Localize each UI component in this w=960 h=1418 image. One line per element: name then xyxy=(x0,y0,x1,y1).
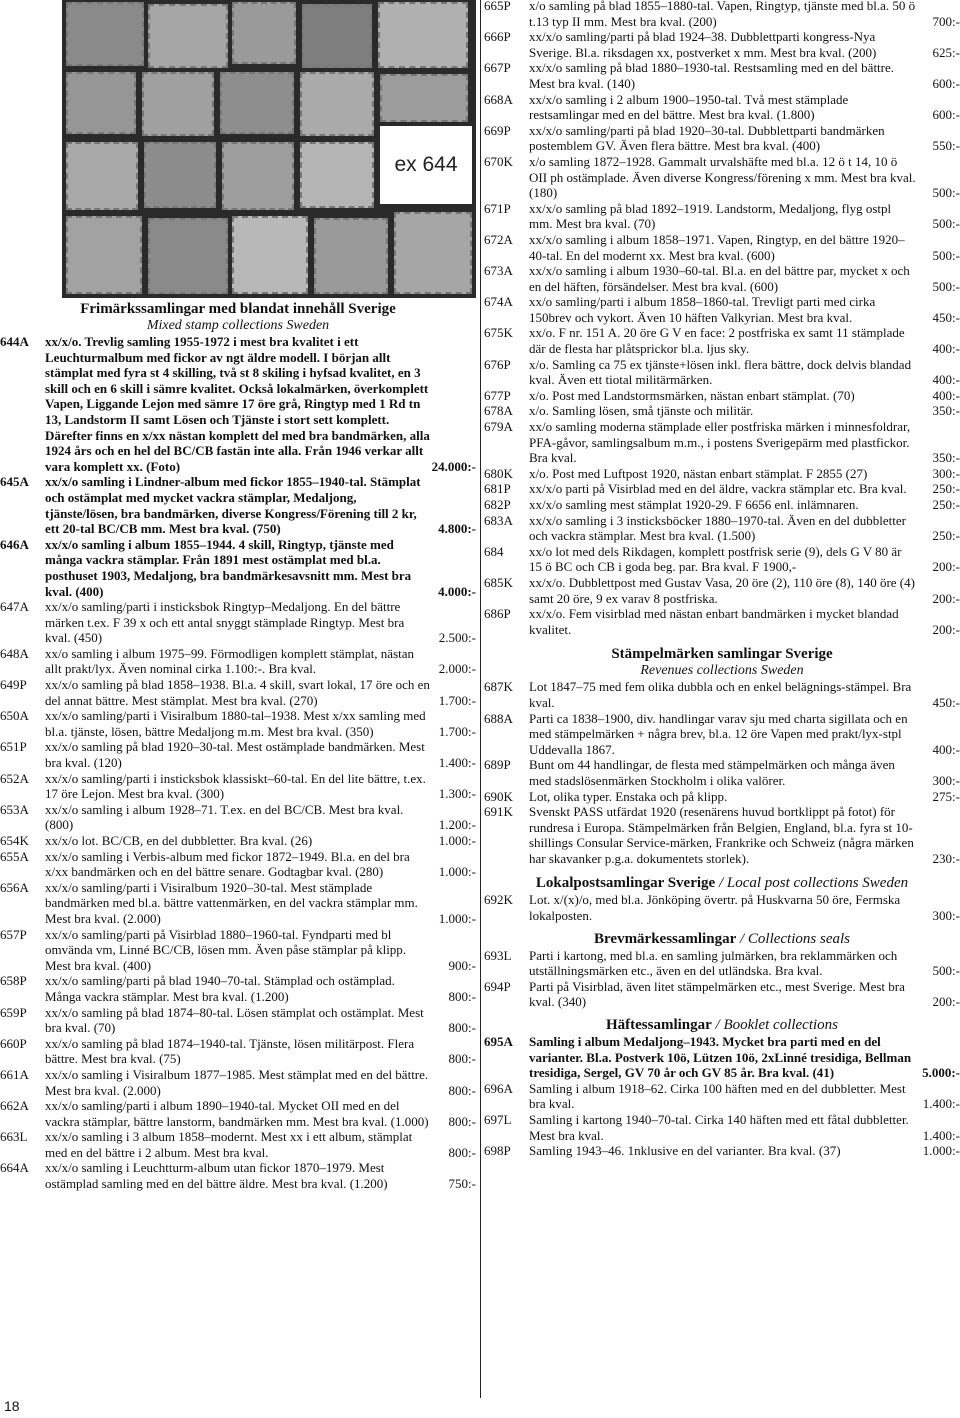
lot-description: xx/x/o samling på blad 1920–30-tal. Mest ostämplade bandmärken. Mest bra kval. (120) xyxy=(45,739,425,771)
lot-description: Lot, olika typer. Enstaka och på klipp. xyxy=(529,788,728,804)
lot-price: 5.000:- xyxy=(922,1065,960,1081)
lot-description: xx/x/o samling i Lindner-album med fickor 1855–1940-tal. Stämplat och ostämplat med mycket vackra stämplar, Medaljong, tjänste/lösen, bra bandmärken, diverse Kongress/Förening till 2 kr, ett 20-tal BC/CB mm. Mest bra kval. (750) xyxy=(45,474,421,537)
lot-description: Parti ca 1838–1900, div. handlingar varav sju med charta sigillata och en med stämpelmärken + några brev, bl.a. 12 öre Vapen med prakt/lyx-stpl Uddevalla 1867. xyxy=(529,710,908,757)
lot-price: 900:- xyxy=(448,957,476,973)
lot-price: 1.200:- xyxy=(438,817,476,833)
stamp-image xyxy=(142,72,214,136)
section-title-sv: Brevmärkessamlingar xyxy=(594,930,737,947)
lot-number: 690K xyxy=(484,788,513,804)
section-title xyxy=(484,1016,960,1034)
lot-entry xyxy=(484,403,960,419)
stamp-image xyxy=(232,216,308,294)
lot-number: 665P xyxy=(484,0,511,13)
lot-price: 350:- xyxy=(932,403,960,419)
stamp-image xyxy=(394,212,472,294)
lot-entry xyxy=(0,880,476,927)
lot-list xyxy=(484,948,960,1010)
stamp-image xyxy=(300,72,374,136)
lot-number: 681P xyxy=(484,481,511,497)
lot-price: 200:- xyxy=(932,559,960,575)
lot-description: xx/x/o samling i album 1928–71. T.ex. en del BC/CB. Mest bra kval. (800) xyxy=(45,801,404,833)
lot-description: xx/x/o samling/parti på blad 1924–38. Dubblettparti kongress-Nya Sverige. Bl.a. riksdagen xx, postverket x mm. Mest bra kval. (200) xyxy=(529,29,877,60)
lot-number: 675K xyxy=(484,325,513,341)
section-title xyxy=(484,930,960,948)
lot-description: x/o. Samling ca 75 ex tjänste+lösen inkl. flera bättre, dock delvis blandad kval. Även ett tiotal militärmärken. xyxy=(529,356,912,388)
lot-description: xx/x/o lot. BC/CB, en del dubbletter. Bra kval. (26) xyxy=(45,833,313,848)
lot-price: 400:- xyxy=(932,387,960,403)
lot-number: 670K xyxy=(484,153,513,169)
lot-description: xx/x/o samling/parti i Visiralbum 1920–30-tal. Mest stämplade bandmärken med bl.a. bättre vattenmärken, en del vackra stämplar mm. Mest bra kval. (2.000) xyxy=(45,879,418,926)
lot-entry xyxy=(0,599,476,646)
lot-number: 698P xyxy=(484,1143,511,1159)
lot-price: 500:- xyxy=(932,247,960,263)
lot-entry xyxy=(484,201,960,232)
section-title-en: Booklet collections xyxy=(723,1017,839,1034)
lot-number: 683A xyxy=(484,512,513,528)
lot-description: xx/x/o samling i Verbis-album med fickor 1872–1949. Bl.a. en del bra x/xx bandmärken och en del bättre senare. Godtagbar kval. (280) xyxy=(45,848,410,880)
lot-number: 679A xyxy=(484,419,513,435)
lot-number: 678A xyxy=(484,403,513,419)
section-subtitle: Mixed stamp collections Sweden xyxy=(146,318,330,333)
lot-entry xyxy=(484,29,960,60)
lot-description: xx/x/o samling i 3 album 1858–modernt. Mest xx i ett album, stämplat med en del bättre i 2 album. Mest bra kval. xyxy=(45,1129,413,1160)
photo-badge: ex 644 xyxy=(380,126,472,204)
lot-number: 674A xyxy=(484,294,513,310)
column-divider xyxy=(480,0,481,1398)
lot-entry xyxy=(484,294,960,325)
lot-description: x/o. Post med Landstormsmärken, nästan enbart stämplat. (70) xyxy=(529,387,855,403)
lot-price: 200:- xyxy=(932,994,960,1010)
lot-description: xx/x/o samling på blad 1874–1940-tal. Tjänste, lösen militärpost. Flera bättre. Mest bra kval. (75) xyxy=(45,1035,415,1067)
lot-description: xx/x/o samling/parti i album 1890–1940-tal. Mycket OII med en del vackra stämplar, bättre lanstorm, bandmärken mm. Mest bra kval. (1.000) xyxy=(45,1098,429,1129)
lot-number: 671P xyxy=(484,200,511,216)
lot-entry xyxy=(0,537,476,599)
lot-price: 1.300:- xyxy=(438,786,476,802)
lot-entry xyxy=(484,789,960,805)
lot-number: 677P xyxy=(484,387,511,403)
lot-description: xx/x/o. Fem visirblad med nästan enbart bandmärken i mycket blandad kvalitet. xyxy=(529,606,899,637)
lot-price: 800:- xyxy=(448,988,476,1004)
lot-price: 750:- xyxy=(448,1176,476,1192)
lot-number: 659P xyxy=(0,1004,27,1020)
stamp-collection-photo xyxy=(62,0,476,298)
lot-entry xyxy=(0,1160,476,1191)
lot-number: 697L xyxy=(484,1112,512,1127)
stamp-image xyxy=(66,2,144,66)
lot-description: xx/x/o samling/parti på blad 1940–70-tal. Stämplad och ostämplad. Många vackra stämplar. Mest bra kval. (1.200) xyxy=(45,973,395,1004)
lot-number: 695A xyxy=(484,1034,513,1050)
stamp-image xyxy=(66,142,138,210)
lot-price: 200:- xyxy=(932,621,960,637)
lot-number: 645A xyxy=(0,474,29,490)
lot-price: 300:- xyxy=(932,772,960,788)
lot-entry xyxy=(484,979,960,1010)
lot-description: Samling 1943–46. 1nklusive en del varianter. Bra kval. (37) xyxy=(529,1143,841,1159)
section-title-sep: / xyxy=(711,1017,724,1034)
lot-price: 800:- xyxy=(448,1051,476,1067)
lot-description: xx/x/o samling/parti på Visirblad 1880–1960-tal. Fyndparti med bl omvända vm, Linné BC/CB, lösen mm. Även påse stämplar på klipp. Mest bra kval. (400) xyxy=(45,926,407,973)
section-title-sv: Lokalpostsamlingar Sverige xyxy=(535,875,716,892)
lot-number: 684 xyxy=(484,543,504,559)
lot-price: 2.500:- xyxy=(438,630,476,646)
lot-entry xyxy=(484,1034,960,1081)
lot-price: 350:- xyxy=(932,450,960,466)
stamp-image xyxy=(66,216,142,294)
lot-description: xx/o lot med dels Rikdagen, komplett postfrisk serie (9), dels G V 80 är 15 ö BC och CB i goda beg. par. Bra kval. F 1900,- xyxy=(529,543,902,575)
lot-entry xyxy=(484,0,960,29)
lot-price: 800:- xyxy=(448,1113,476,1129)
lot-entry xyxy=(0,833,476,849)
lot-entry xyxy=(484,154,960,201)
lot-description: xx/o samling i album 1975–99. Förmodligen komplett stämplat, nästan allt prakt/lyx. Även nominal cirka 1.100:-. Bra kval. xyxy=(45,645,415,677)
lot-description: Samling i album 1918–62. Cirka 100 häften med en del dubbletter. Mest bra kval. xyxy=(529,1080,906,1112)
lot-entry xyxy=(0,1036,476,1067)
lot-price: 450:- xyxy=(932,309,960,325)
lot-entry xyxy=(0,474,476,536)
lot-list xyxy=(484,892,960,923)
stamp-image xyxy=(314,218,388,294)
lot-description: x/o. Samling lösen, små tjänste och militär. xyxy=(529,403,754,419)
lot-price: 500:- xyxy=(932,963,960,979)
lot-description: xx/x/o samling/parti på blad 1920–30-tal. Dubblettparti bandmärken postemblem GV. Även flera bättre. Mest bra kval. (400) xyxy=(529,122,885,154)
lot-number: 687K xyxy=(484,679,513,695)
section-title: Stämpelmärken samlingar Sverige xyxy=(611,646,833,663)
lot-price: 1.000:- xyxy=(438,910,476,926)
lot-number: 647A xyxy=(0,599,29,615)
lot-price: 500:- xyxy=(932,216,960,232)
lot-number: 660P xyxy=(0,1035,27,1051)
lot-number: 651P xyxy=(0,739,27,755)
lot-description: x/o samling på blad 1855–1880-tal. Vapen, Ringtyp, tjänste med bl.a. 50 ö t.13 typ II mm. Mest bra kval. (200) xyxy=(529,0,916,29)
lot-number: 664A xyxy=(0,1160,29,1176)
lot-number: 669P xyxy=(484,122,511,138)
lot-price: 4.000:- xyxy=(438,583,476,599)
lot-price: 1.400:- xyxy=(922,1096,960,1112)
lot-description: xx/x/o samling i 2 album 1900–1950-tal. Två mest stämplade restsamlingar med en del bättre. Mest bra kval. (1.800) xyxy=(529,91,849,123)
lot-list xyxy=(484,0,960,637)
lot-entry xyxy=(484,1143,960,1159)
lot-price: 250:- xyxy=(932,528,960,544)
lot-price: 200:- xyxy=(932,590,960,606)
lot-description: x/o. Post med Luftpost 1920, nästan enbart stämplat. F 2855 (27) xyxy=(529,465,868,481)
lot-description: xx/x/o samling i Leuchtturm-album utan fickor 1870–1979. Mest ostämplad samling med en del bättre äldre. Mest bra kval. (1.200) xyxy=(45,1160,388,1192)
lot-number: 654K xyxy=(0,833,29,848)
lot-number: 688A xyxy=(484,710,513,726)
lot-entry xyxy=(0,708,476,739)
lot-number: 656A xyxy=(0,879,29,895)
lot-price: 1.400:- xyxy=(438,755,476,771)
right-column xyxy=(484,0,960,1159)
lot-description: Lot. x/(x)/o, med bl.a. Jönköping övertr. på Huskvarna 50 öre, Fermska lokalposten. xyxy=(529,892,901,924)
lot-price: 24.000:- xyxy=(431,458,476,474)
lot-price: 250:- xyxy=(932,497,960,512)
lot-number: 649P xyxy=(0,677,27,693)
lot-description: xx/x/o. Trevlig samling 1955-1972 i mest bra kvalitet i ett Leuchturmalbum med fickor av ngt äldre modell. I början allt stämplat med fyra st 4 skilling, två st 8 skiling i hyfsad kvalitet, en 3 skill och en 6 skill i sämre kvalitet. Också lokalmärken, överkomplett Vapen, Liggande Lejon med sämre 17 öre grå, Ringtyp med 1 Rd tn 13, Landstorm II samt Lösen och Tjänste i stort sett komplett. Därefter finns en x/xx nästan komplett del med bra bandmärken, alla 1924 års och en hel del BC/CB fastän inte alla. Från 1946 verkar allt vara komplett xx. (Foto) xyxy=(45,334,430,474)
stamp-image xyxy=(222,142,294,210)
lot-number: 644A xyxy=(0,334,29,349)
lot-number: 662A xyxy=(0,1098,29,1114)
lot-price: 1.000:- xyxy=(438,864,476,880)
lot-price: 250:- xyxy=(932,481,960,497)
lot-entry xyxy=(484,711,960,758)
section-subtitle: Revenues collections Sweden xyxy=(640,663,804,679)
lot-price: 800:- xyxy=(448,1020,476,1036)
lot-description: xx/x/o samling i Visiralbum 1877–1985. Mest stämplat med en del bättre. Mest bra kval. (2.000) xyxy=(45,1066,429,1098)
lot-description: Lot 1847–75 med fem olika dubbla och en enkel belägnings-stämpel. Bra kval. xyxy=(529,679,912,710)
lot-price: 500:- xyxy=(932,185,960,201)
lot-description: xx/o samling/parti i album 1858–1860-tal. Trevligt parti med cirka 150brev och vykort. Även 10 häften Valkyrian. Mest bra kval. xyxy=(529,294,876,325)
lot-price: 800:- xyxy=(448,1144,476,1160)
lot-entry xyxy=(0,1098,476,1129)
lot-description: xx/x/o samling på blad 1874–80-tal. Lösen stämplat och ostämplat. Mest bra kval. (70) xyxy=(45,1004,424,1036)
lot-entry xyxy=(0,677,476,708)
lot-description: xx/x/o. Dubblettpost med Gustav Vasa, 20 öre (2), 110 öre (8), 140 öre (4) samt 20 öre, 9 ex varav 8 postfriska. xyxy=(529,574,915,606)
lot-number: 689P xyxy=(484,757,511,773)
lot-description: xx/x/o samling i album 1930–60-tal. Bl.a. en del bättre par, mycket x och en del häften, försändelser. Mest bra kval. (600) xyxy=(529,263,910,294)
lot-description: Samling i kartong 1940–70-tal. Cirka 140 häften med ett fåtal dubbletter. Mest bra kval. xyxy=(529,1112,909,1143)
section-title-sv: Häftessamlingar xyxy=(605,1017,712,1034)
lot-entry xyxy=(484,419,960,466)
lot-entry xyxy=(0,334,476,474)
stamp-image xyxy=(302,4,372,68)
lot-number: 680K xyxy=(484,465,513,481)
lot-list xyxy=(0,334,476,1192)
lot-description: x/o samling 1872–1928. Gammalt urvalshäfte med bl.a. 12 ö t 14, 10 ö OII ph ostämplade. Även diverse Kongress/förening x mm. Mest bra kval. (180) xyxy=(529,153,916,201)
lot-entry xyxy=(484,325,960,356)
lot-entry xyxy=(484,232,960,263)
lot-entry xyxy=(484,123,960,154)
lot-description: xx/x/o samling på blad 1858–1938. Bl.a. 4 skill, svart lokal, 17 öre och en del annat bättre. Mest stämplat. Mest bra kval. (270) xyxy=(45,677,430,708)
lot-number: 686P xyxy=(484,606,511,622)
lot-entry xyxy=(484,757,960,788)
lot-description: Svenskt PASS utfärdat 1920 (resenärens huvud bortklippt på fotot) för rundresa i Europa. Stämpelmärken från Belgien, England, bl.a. fyra st 10-shillings Consular Service-märken, Frankrike och Schweiz (några märken har skavanker p.g.a. dokumentets storlek). xyxy=(529,804,914,866)
lot-description: xx/o. F nr. 151 A. 20 öre G V en face: 2 postfriska ex samt 11 stämplade där de flesta har plåtsprickor bl.a. ljus sky. xyxy=(529,325,905,357)
lot-price: 400:- xyxy=(932,741,960,757)
lot-price: 1.700:- xyxy=(438,692,476,708)
lot-description: Samling i album Medaljong–1943. Mycket bra parti med en del varianter. Bl.a. Postverk 10ö, Lützen 10ö, 2xLinné tresidiga, Bellman tresidiga, Sergel, GV 70 år och GV 85 år. Bra kval. (41) xyxy=(529,1034,912,1081)
lot-price: 550:- xyxy=(932,138,960,154)
lot-price: 500:- xyxy=(932,278,960,294)
stamp-image xyxy=(232,2,296,64)
lot-description: xx/x/o samling på blad 1880–1930-tal. Restsamling med en del bättre. Mest bra kval. (140) xyxy=(529,60,895,91)
lot-price: 300:- xyxy=(932,465,960,481)
section-title-sep: / xyxy=(715,875,727,892)
lot-description: Parti i kartong, med bl.a. en samling julmärken, bra reklammärken och utställningsmärken etc., även en del utländska. Bra kval. xyxy=(529,947,898,979)
stamp-image xyxy=(300,142,374,208)
lot-number: 694P xyxy=(484,978,511,994)
lot-number: 657P xyxy=(0,926,27,942)
lot-number: 696A xyxy=(484,1080,513,1096)
stamp-image xyxy=(380,74,468,122)
lot-description: xx/x/o samling i album 1855–1944. 4 skill, Ringtyp, tjänste med många vackra stämplar. Från 1891 mest ostämplat med bl.a. posthuset 1903, Medaljong, bra bandmärkesavsnitt mm. Mest bra kval. (400) xyxy=(45,536,412,599)
lot-entry xyxy=(0,927,476,974)
lot-entry xyxy=(0,1067,476,1098)
lot-entry xyxy=(484,481,960,497)
lot-number: 672A xyxy=(484,231,513,247)
lot-number: 648A xyxy=(0,645,29,661)
lot-description: xx/x/o samling/parti i insticksbok Ringtyp–Medaljong. En del bättre märken t.ex. F 39 x och ett antal snyggt stämplade Ringtyp. Mest bra kval. (450) xyxy=(45,599,405,646)
lot-price: 625:- xyxy=(932,44,960,60)
lot-entry xyxy=(0,1005,476,1036)
lot-number: 692K xyxy=(484,892,513,908)
lot-price: 4.800:- xyxy=(438,521,476,537)
lot-price: 400:- xyxy=(932,341,960,357)
lot-number: 682P xyxy=(484,497,511,512)
lot-price: 700:- xyxy=(932,13,960,29)
lot-price: 800:- xyxy=(448,1082,476,1098)
lot-price: 230:- xyxy=(932,850,960,866)
lot-entry xyxy=(0,739,476,770)
lot-price: 600:- xyxy=(932,75,960,91)
lot-entry xyxy=(0,802,476,833)
lot-number: 663L xyxy=(0,1129,28,1145)
lot-entry xyxy=(484,388,960,404)
stamp-image xyxy=(220,72,294,134)
lot-entry xyxy=(484,804,960,866)
lot-entry xyxy=(484,1081,960,1112)
section-title-en: Collections seals xyxy=(747,930,850,947)
lot-number: 668A xyxy=(484,91,513,107)
lot-description: xx/o samling moderna stämplade eller postfriska märken i minnesfoldrar, PFA-gåvor, samlingsalbum m.m., i postens Sverigepärm med plastfickor. Bra kval. xyxy=(529,419,911,466)
lot-entry xyxy=(484,606,960,637)
lot-entry xyxy=(484,92,960,123)
lot-price: 1.400:- xyxy=(922,1127,960,1143)
lot-entry xyxy=(484,513,960,544)
lot-entry xyxy=(484,466,960,482)
page-number: 18 xyxy=(4,1398,20,1414)
lot-price: 1.700:- xyxy=(438,723,476,739)
lot-description: xx/x/o samling/parti i Visiralbum 1880-tal–1938. Mest x/xx samling med bl.a. tjänste, lösen, bättre Medaljong m.m. Mest bra kval. (350) xyxy=(45,708,426,739)
lot-description: xx/x/o samling på blad 1892–1919. Landstorm, Medaljong, flyg ostpl mm. Mest bra kval. (70) xyxy=(529,200,892,232)
lot-entry xyxy=(484,60,960,91)
lot-description: xx/x/o samling i 3 insticksböcker 1880–1970-tal. Även en del dubbletter och vackra stämplar. Mest bra kval. (1.500) xyxy=(529,512,906,544)
lot-number: 666P xyxy=(484,29,511,45)
lot-entry xyxy=(0,973,476,1004)
lot-price: 2.000:- xyxy=(438,661,476,677)
lot-number: 655A xyxy=(0,848,29,864)
lot-list xyxy=(484,679,960,866)
lot-price: 1.000:- xyxy=(922,1143,960,1159)
lot-number: 646A xyxy=(0,536,29,552)
lot-number: 667P xyxy=(484,60,511,76)
lot-price: 600:- xyxy=(932,107,960,123)
lot-entry xyxy=(484,892,960,923)
lot-entry xyxy=(484,1112,960,1143)
lot-price: 450:- xyxy=(932,694,960,710)
lot-entry xyxy=(0,1129,476,1160)
lot-price: 300:- xyxy=(932,908,960,924)
lot-price: 1.000:- xyxy=(438,833,476,848)
lot-entry xyxy=(484,575,960,606)
stamp-image xyxy=(66,72,136,134)
lot-number: 653A xyxy=(0,801,29,817)
lot-description: xx/x/o samling/parti i insticksbok klassiskt–60-tal. En del lite bättre, t.ex. 17 öre Lejon. Mest bra kval. (300) xyxy=(45,770,426,802)
lot-entry xyxy=(484,357,960,388)
lot-description: Parti på Visirblad, även litet stämpelmärken etc., mest Sverige. Mest bra kval. (340) xyxy=(529,978,905,1010)
lot-description: xx/x/o parti på Visirblad med en del äldre, vackra stämplar etc. Bra kval. xyxy=(529,481,907,497)
lot-number: 685K xyxy=(484,574,513,590)
lot-price: 400:- xyxy=(932,372,960,388)
lot-number: 652A xyxy=(0,770,29,786)
stamp-image xyxy=(148,218,228,294)
lot-description: Bunt om 44 handlingar, de flesta med stämpelmärken och många även med stadslösenmärken Stockholm i olika valörer. xyxy=(529,757,895,788)
lot-number: 676P xyxy=(484,356,511,372)
stamp-image xyxy=(148,4,228,68)
lot-entry xyxy=(484,544,960,575)
section-title: Frimärkssamlingar med blandat innehåll Sverige xyxy=(80,301,396,317)
lot-entry xyxy=(484,948,960,979)
section-title-en: Local post collections Sweden xyxy=(726,875,909,892)
lot-description: xx/x/o samling i album 1858–1971. Vapen, Ringtyp, en del bättre 1920–40-tal. En del modernt xx. Mest bra kval. (600) xyxy=(529,231,905,263)
lot-number: 673A xyxy=(484,263,513,279)
lot-list xyxy=(484,1034,960,1159)
lot-entry xyxy=(484,263,960,294)
stamp-image xyxy=(378,2,468,68)
lot-entry xyxy=(0,646,476,677)
lot-entry xyxy=(484,679,960,710)
lot-description: xx/x/o samling mest stämplat 1920-29. F 6656 enl. inlämnaren. xyxy=(529,497,859,512)
lot-number: 650A xyxy=(0,708,29,724)
lot-number: 691K xyxy=(484,804,513,820)
lot-number: 661A xyxy=(0,1066,29,1082)
section-title xyxy=(484,874,960,892)
left-column xyxy=(0,300,476,1192)
stamp-image xyxy=(144,142,216,208)
lot-entry xyxy=(484,497,960,513)
section-title-sep: / xyxy=(736,930,748,947)
lot-price: 275:- xyxy=(932,788,960,804)
lot-number: 693L xyxy=(484,947,512,963)
lot-number: 658P xyxy=(0,973,27,989)
lot-entry xyxy=(0,849,476,880)
lot-entry xyxy=(0,771,476,802)
